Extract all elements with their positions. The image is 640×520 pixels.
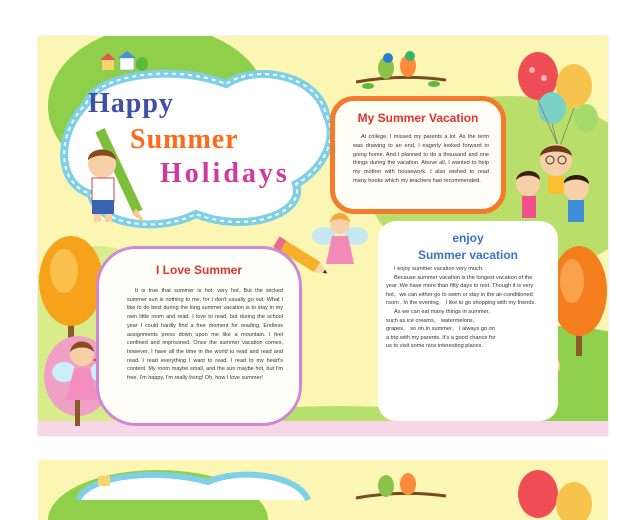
title-line-1: Happy: [88, 88, 174, 119]
boy-with-pencil-icon: [74, 116, 154, 226]
houses-icon: [98, 50, 148, 72]
enjoy-text: [386, 265, 542, 351]
kids-group-icon: [508, 136, 608, 226]
love-summer-text: It is true that summer is hot, very hot. But the wicked summer sun is nothing to me, for I don't usually go out. What I like to do best during the long summer vacation is to stay in my own little room and read. I love to read, but during the school year I could hardly find a free moment for reading. Endless assignments press down upon me like a mountain. I feel confined and imprisoned. Once the summer vacation comes, however, I have all the time in the world to read and read and read. I read everything I want to read. I read to my heart's content. My room maybe small, and the sun maybe hot, but I'm free, I'm happy, I'm really living! Oh, how I love summer!: [127, 288, 283, 382]
next-poster-preview: [38, 460, 608, 520]
enjoy-heading: enjoy: [452, 231, 484, 245]
enjoy-paragraph-3: As we can eat many things in summer。 such as ice creams。 watermelons。 grapes。 so on.In summer。 I always go on a trip with my parents. It's a good chance for us to visit some nice interesting places.: [386, 308, 496, 350]
enjoy-vacation-card: [378, 221, 558, 421]
title-line-2: Summer: [130, 124, 239, 155]
title-line-3: Holidays: [160, 158, 290, 189]
love-summer-card: [96, 246, 302, 426]
poster-page: [38, 36, 608, 436]
vacation-text: At college, I missed my parents a lot. As the term was drawing to an end, I eagerly looked forward to going home. And I planned to do a thousand and one things during the vacation. Above all, I wanted to help my mother with housework. I also wished to read many hooks which my teachers had recommended.: [353, 134, 489, 184]
enjoy-paragraph-2: Because summer vacation is the longest vacation of the year. We have more than fifty days to rest. Though it is very hot。we can either go to swim or stay in the air-conditioned room . In the evening。 I like to go shopping with my friends.: [386, 274, 536, 307]
love-summer-heading: I Love Summer: [155, 263, 243, 277]
vacation-card: [330, 96, 506, 214]
next-poster-art: [38, 460, 608, 520]
birds-icon: [356, 44, 446, 94]
balloons-icon: [508, 46, 608, 146]
enjoy-subheading: Summer vacation: [417, 248, 519, 262]
vacation-heading: My Summer Vacation: [357, 111, 479, 125]
enjoy-paragraph-1: I enjoy summer vacation very much.: [394, 266, 484, 272]
